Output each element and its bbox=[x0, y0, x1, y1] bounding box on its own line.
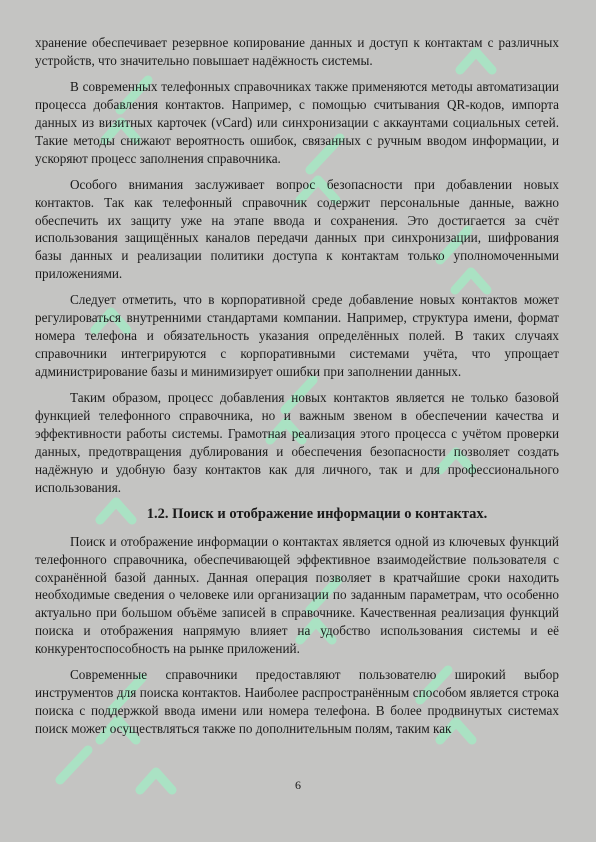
paragraph: Современные справочники предоставляют пользователю широкий выбор инструментов для поиска контактов. Наиболее распространённым способом является строка поиска с поддержкой ввода имени или номера телефона. В более продвинутых системах поиск может осуществляться также по дополнительным полям, таким как bbox=[35, 667, 559, 736]
paragraph: хранение обеспечивает резервное копирование данных и доступ к контактам с различных устройств, что значительно повышает надёжность системы. bbox=[35, 35, 559, 68]
page-number: 6 bbox=[295, 778, 301, 792]
paragraph: Особого внимания заслуживает вопрос безопасности при добавлении новых контактов. Так как телефонный справочник содержит персональные данные, важно обеспечить их защиту уже на этапе ввода и сохранения. Это достигается за счёт использования защищённых каналов передачи данных при синхронизации, шифрования базы данных и реализации политики доступа к контактам только уполномоченными приложениями. bbox=[35, 176, 559, 282]
paragraph: Таким образом, процесс добавления новых контактов является не только базовой функцией телефонного справочника, но и важным звеном в обеспечении качества и эффективности работы системы. Грамотная реализация этого процесса с учётом проверки данных, предотвращения дублирования и обеспечения безопасности позволяет создать надёжную и удобную базу контактов как для личного, так и для профессионального использования. bbox=[35, 390, 559, 495]
document-body bbox=[35, 34, 559, 746]
section-heading: 1.2. Поиск и отображение информации о контактах. bbox=[146, 505, 488, 522]
paragraph: Поиск и отображение информации о контактах является одной из ключевых функций телефонного справочника, обеспечивающей эффективное взаимодействие пользователя с сохранённой базой данных. Данная операция позволяет в кратчайшие сроки находить необходимые сведения о человеке или организации по заданным параметрам, что особенно актуально при большом объёме записей в справочнике. Качественная реализация функций поиска и отображения напрямую влияет на удобство использования системы и её конкурентоспособность на рынке приложений. bbox=[35, 533, 559, 657]
paragraph: Следует отметить, что в корпоративной среде добавление новых контактов может регулироваться внутренними стандартами компании. Например, структура имени, формат номера телефона и обязательность указания определённых полей. В таких случаях справочники интегрируются с корпоративными системами учёта, что упрощает администрирование базы и минимизирует ошибки при заполнении данных. bbox=[35, 292, 559, 379]
paragraph: В современных телефонных справочниках также применяются методы автоматизации процесса добавления контактов. Например, с помощью считывания QR-кодов, импорта данных из визитных карточек (vCard) или синхронизации с аккаунтами социальных сетей. Такие методы снижают вероятность ошибок, связанных с ручным вводом информации, и ускоряют процесс заполнения справочника. bbox=[35, 79, 559, 166]
